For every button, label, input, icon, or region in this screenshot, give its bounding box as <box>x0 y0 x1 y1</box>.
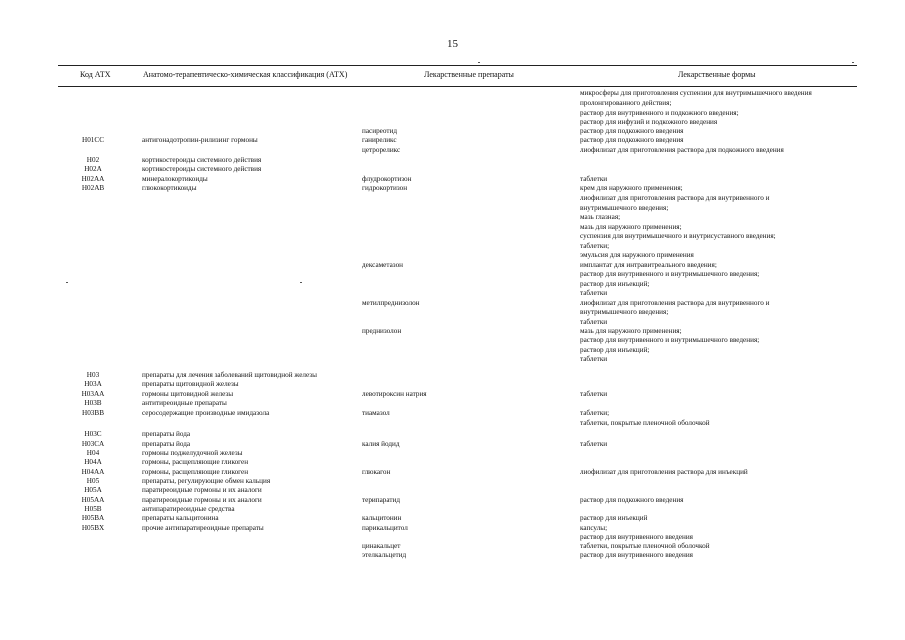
dosage-form-cell: раствор для подкожного введения <box>580 127 684 135</box>
table-row <box>0 271 905 281</box>
dosage-form-cell: раствор для инъекций; <box>580 280 650 288</box>
drug-name-cell: цетрореликс <box>362 146 401 154</box>
dosage-form-cell: внутримышечного введения; <box>580 204 669 212</box>
classification-cell: препараты йода <box>142 430 191 438</box>
classification-cell: препараты щитовидной железы <box>142 380 239 388</box>
dosage-form-cell: раствор для подкожного введения <box>580 496 684 504</box>
table-row <box>0 309 905 319</box>
classification-cell: гормоны щитовидной железы <box>142 390 234 398</box>
dosage-form-cell: лиофилизат для приготовления раствора для подкожного введения <box>580 146 784 154</box>
drug-name-cell: цинакальцет <box>362 542 401 550</box>
header-drugs: Лекарственные препараты <box>424 70 514 79</box>
drug-name-cell: парикальцитол <box>362 524 408 532</box>
drug-name-cell: пасиреотид <box>362 127 398 135</box>
classification-cell: гормоны, расщепляющие гликоген <box>142 458 249 466</box>
classification-cell: препараты для лечения заболеваний щитовидной железы <box>142 371 317 379</box>
atx-code-cell: H04A <box>84 458 102 466</box>
dosage-form-cell: таблетки <box>580 355 608 363</box>
drug-name-cell: преднизолон <box>362 327 402 335</box>
table-row <box>0 410 905 420</box>
table-row <box>0 431 905 441</box>
atx-code-cell: H05BA <box>81 514 105 522</box>
classification-cell: серосодержащие производные имидазола <box>142 409 270 417</box>
dosage-form-cell: раствор для внутривенного и внутримышечного введения; <box>580 270 760 278</box>
atx-code-cell: H05AA <box>81 496 105 504</box>
drug-name-cell: ганиреликс <box>362 136 397 144</box>
header-forms: Лекарственные формы <box>678 70 756 79</box>
atx-code-cell: H03C <box>84 430 102 438</box>
dosage-form-cell: таблетки, покрытые пленочной оболочкой <box>580 419 710 427</box>
dosage-form-cell: эмульсия для наружного применения <box>580 251 694 259</box>
table-row <box>0 252 905 262</box>
classification-cell: кортикостероиды системного действия <box>142 156 262 164</box>
dosage-form-cell: суспензия для внутримышечного и внутрисуставного введения; <box>580 232 776 240</box>
dosage-form-cell: таблетки <box>580 440 608 448</box>
scan-speck <box>478 62 480 63</box>
atx-code-cell: H02A <box>84 165 102 173</box>
drug-name-cell: дексаметазон <box>362 261 404 269</box>
atx-code-cell: H02AA <box>81 175 105 183</box>
classification-cell: препараты кальцитонина <box>142 514 219 522</box>
drug-name-cell: гидрокортизон <box>362 184 408 192</box>
atx-code-cell: H03 <box>86 371 100 379</box>
drug-name-cell: левотироксин натрия <box>362 390 427 398</box>
dosage-form-cell: внутримышечного введения; <box>580 308 669 316</box>
header-classification: Анатомо-терапевтическо-химическая классификация (АТХ) <box>143 70 348 79</box>
dosage-form-cell: микросферы для приготовления суспензии для внутримышечного введения <box>580 89 812 97</box>
atx-code-cell: H05 <box>86 477 100 485</box>
table-row <box>0 459 905 469</box>
dosage-form-cell: таблетки <box>580 175 608 183</box>
page-number: 15 <box>447 38 458 50</box>
dosage-form-cell: таблетки, покрытые пленочной оболочкой <box>580 542 710 550</box>
table-row <box>0 195 905 205</box>
dosage-form-cell: лиофилизат для приготовления раствора для инъекций <box>580 468 748 476</box>
dosage-form-cell: лиофилизат для приготовления раствора для внутривенного и <box>580 299 770 307</box>
dosage-form-cell: раствор для внутривенного введения <box>580 533 693 541</box>
table-row <box>0 515 905 525</box>
atx-code-cell: H02AB <box>81 184 105 192</box>
drug-name-cell: калия йодид <box>362 440 400 448</box>
scan-speck <box>66 282 68 283</box>
header-code: Код АТХ <box>80 70 111 79</box>
dosage-form-cell: раствор для инъекций; <box>580 346 650 354</box>
dosage-form-cell: мазь для наружного применения; <box>580 223 682 231</box>
table-row <box>0 381 905 391</box>
dosage-form-cell: раствор для внутривенного и внутримышечного введения; <box>580 336 760 344</box>
classification-cell: антигонадотропин-рилизинг гормоны <box>142 136 258 144</box>
atx-code-cell: H05A <box>84 486 102 494</box>
drug-name-cell: терипаратид <box>362 496 401 504</box>
table-row <box>0 147 905 157</box>
drug-name-cell: тиамазол <box>362 409 390 417</box>
dosage-form-cell: раствор для инъекций <box>580 514 648 522</box>
dosage-form-cell: раствор для инфузий и подкожного введения <box>580 118 718 126</box>
table-row <box>0 420 905 430</box>
dosage-form-cell: капсулы; <box>580 524 608 532</box>
classification-cell: паратиреоидные гормоны и их аналоги <box>142 496 262 504</box>
classification-cell: паратиреоидные гормоны и их аналоги <box>142 486 262 494</box>
drug-name-cell: глюкагон <box>362 468 391 476</box>
dosage-form-cell: мазь глазная; <box>580 213 621 221</box>
atx-code-cell: H05B <box>84 505 102 513</box>
table-row <box>0 487 905 497</box>
dosage-form-cell: таблетки; <box>580 409 610 417</box>
drug-name-cell: метилпреднизолон <box>362 299 420 307</box>
scan-speck <box>852 62 854 63</box>
table-row <box>0 337 905 347</box>
dosage-form-cell: таблетки <box>580 318 608 326</box>
table-row <box>0 290 905 300</box>
dosage-form-cell: таблетки; <box>580 242 610 250</box>
classification-cell: гормоны, расщепляющие гликоген <box>142 468 249 476</box>
atx-code-cell: H03AA <box>81 390 105 398</box>
table-row <box>0 100 905 110</box>
table-row <box>0 90 905 100</box>
dosage-form-cell: таблетки <box>580 390 608 398</box>
table-row <box>0 356 905 366</box>
table-row <box>0 233 905 243</box>
table-row <box>0 185 905 195</box>
classification-cell: гормоны поджелудочной железы <box>142 449 243 457</box>
table-row <box>0 552 905 562</box>
classification-cell: антипаратиреоидные средства <box>142 505 235 513</box>
scan-speck <box>300 282 302 283</box>
atx-code-cell: H05BX <box>81 524 105 532</box>
classification-cell: минералокортикоиды <box>142 175 208 183</box>
atx-code-cell: H04AA <box>81 468 105 476</box>
dosage-form-cell: пролонгированного действия; <box>580 99 672 107</box>
atx-code-cell: H01CC <box>82 136 104 144</box>
dosage-form-cell: раствор для подкожного введения <box>580 136 684 144</box>
table-row <box>0 400 905 410</box>
classification-cell: прочие антипаратиреоидные препараты <box>142 524 264 532</box>
dosage-form-cell: таблетки <box>580 289 608 297</box>
classification-cell: препараты йода <box>142 440 191 448</box>
drug-name-cell: этелкальцетид <box>362 551 407 559</box>
atx-code-cell: H03BB <box>82 409 104 417</box>
classification-cell: препараты, регулирующие обмен кальция <box>142 477 271 485</box>
table-row <box>0 214 905 224</box>
classification-cell: антитиреоидные препараты <box>142 399 227 407</box>
drug-name-cell: флудрокортизон <box>362 175 412 183</box>
atx-code-cell: H04 <box>86 449 100 457</box>
drug-name-cell: кальцитонин <box>362 514 402 522</box>
classification-cell: кортикостероиды системного действия <box>142 165 262 173</box>
atx-code-cell: H03B <box>84 399 102 407</box>
table-row <box>0 166 905 176</box>
dosage-form-cell: имплантат для интравитреального введения; <box>580 261 717 269</box>
dosage-form-cell: раствор для внутривенного и подкожного введения; <box>580 109 739 117</box>
dosage-form-cell: лиофилизат для приготовления раствора для внутривенного и <box>580 194 770 202</box>
dosage-form-cell: раствор для внутривенного введения <box>580 551 693 559</box>
classification-cell: глюкокортикоиды <box>142 184 197 192</box>
atx-code-cell: H03CA <box>81 440 105 448</box>
atx-code-cell: H02 <box>86 156 100 164</box>
atx-code-cell: H03A <box>84 380 102 388</box>
dosage-form-cell: крем для наружного применения; <box>580 184 683 192</box>
dosage-form-cell: мазь для наружного применения; <box>580 327 682 335</box>
